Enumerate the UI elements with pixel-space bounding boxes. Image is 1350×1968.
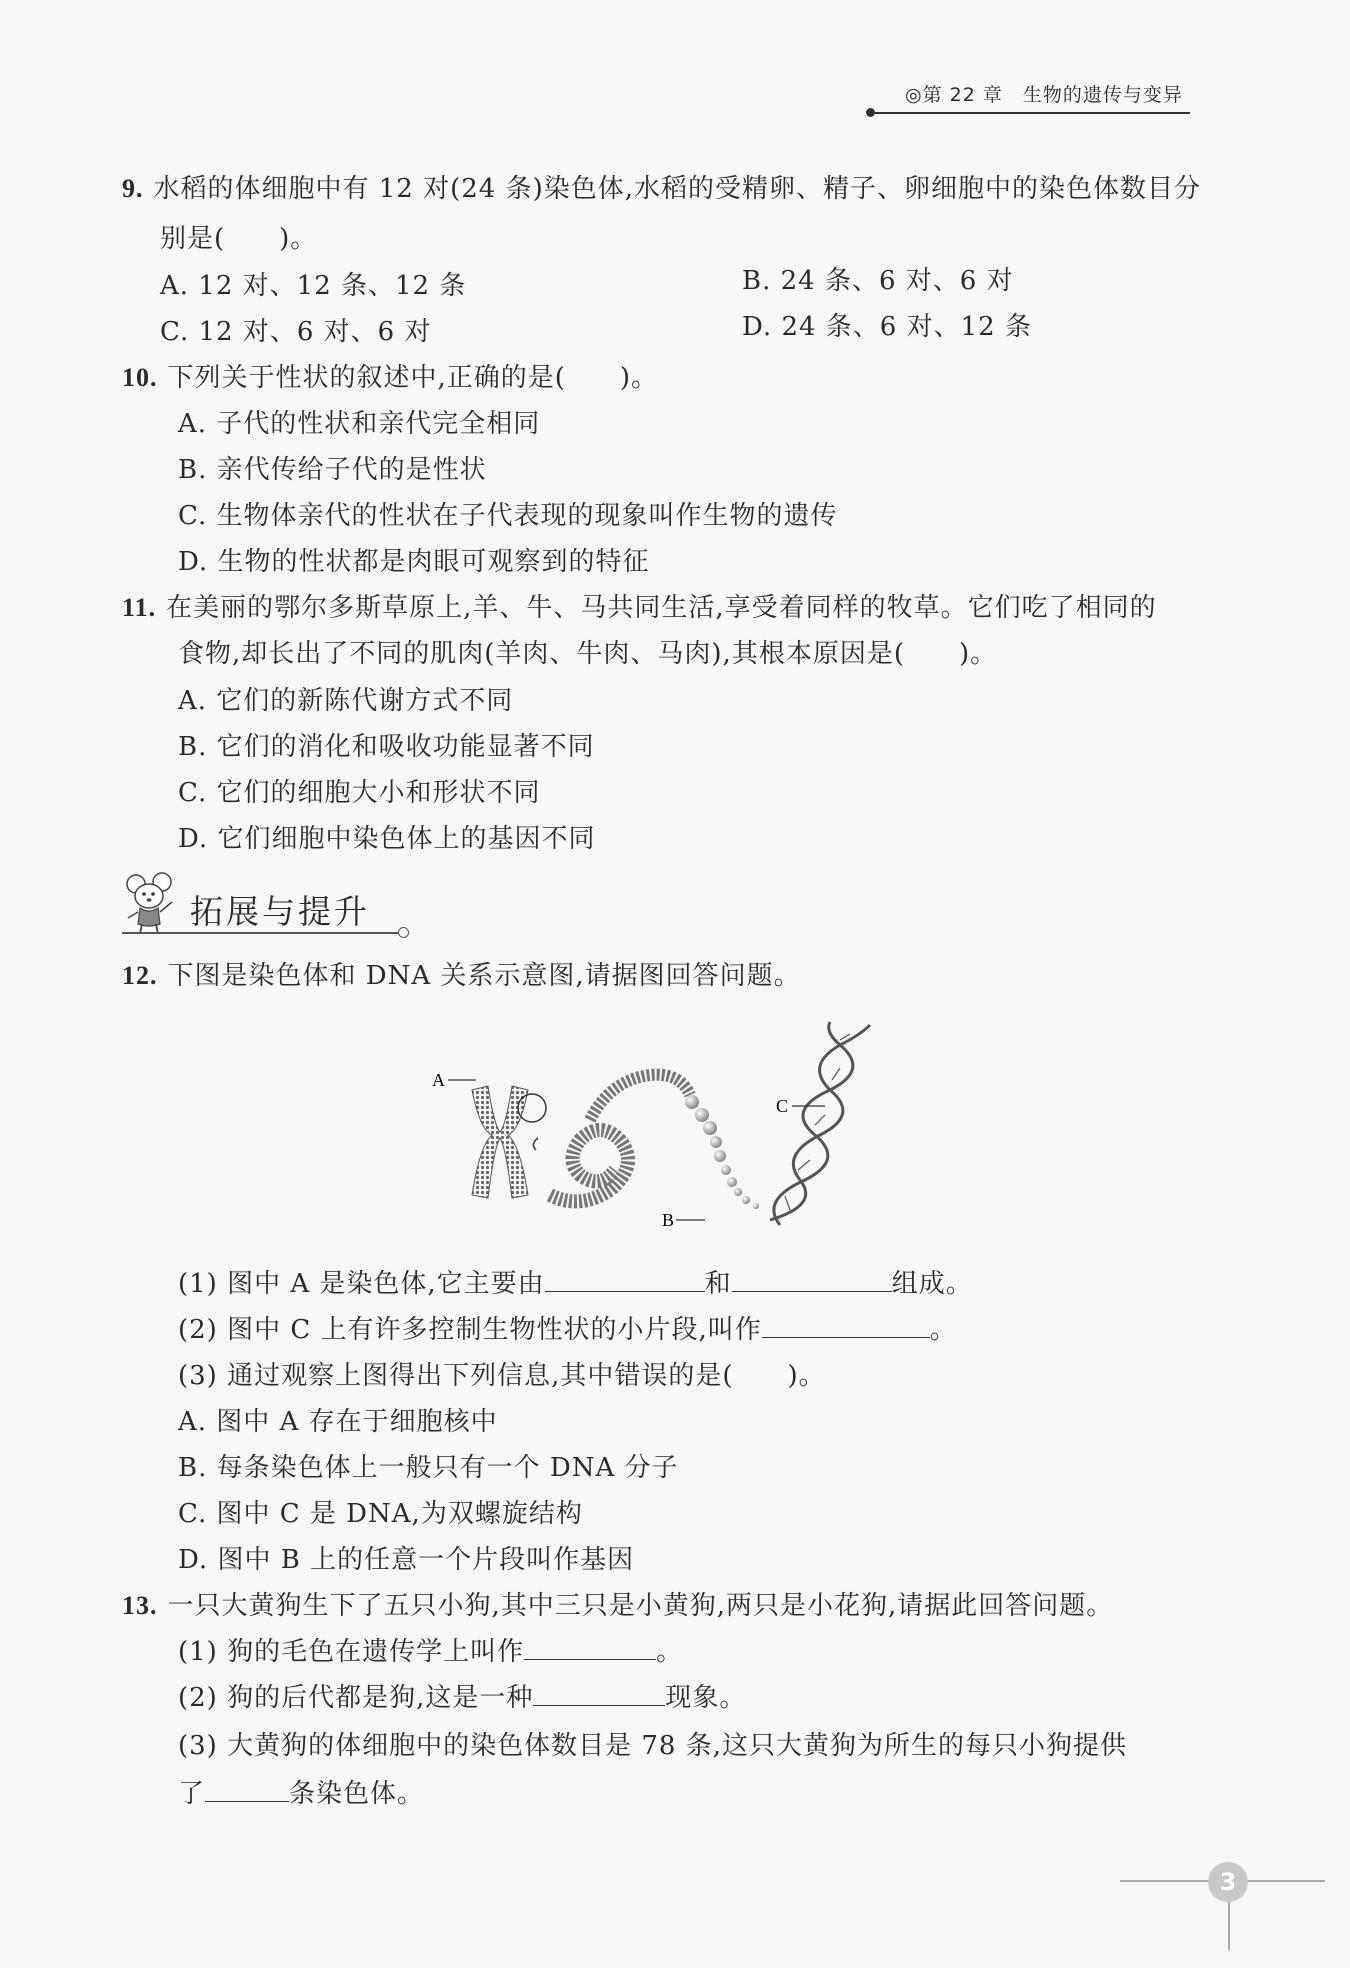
q13-part3-text-a: 了 <box>178 1779 206 1809</box>
q13-part2-text-b: 现象。 <box>665 1683 747 1713</box>
q12-part1-text-b: 和 <box>704 1269 732 1299</box>
q13-stem-text: 一只大黄狗生下了五只小狗,其中三只是小黄狗,两只是小花狗,请据此回答问题。 <box>167 1591 1114 1621</box>
q13-part1 <box>178 1631 683 1668</box>
q11-stem-line2: 食物,却长出了不同的肌肉(羊肉、牛肉、马肉),其根本原因是( )。 <box>178 639 998 669</box>
q13-part1-text-a: (1) 狗的毛色在遗传学上叫作 <box>178 1637 525 1667</box>
q12-part3: (3) 通过观察上图得出下列信息,其中错误的是( )。 <box>178 1361 826 1391</box>
q11-stem-line1 <box>122 587 1157 624</box>
q13-part1-blank[interactable] <box>524 1637 656 1660</box>
q9-stem-line2: 别是( )。 <box>160 224 318 254</box>
q9-stem-text1: 水稻的体细胞中有 12 对(24 条)染色体,水稻的受精卵、精子、卵细胞中的染色体数目分 <box>153 174 1202 204</box>
q11-stem-text1: 在美丽的鄂尔多斯草原上,羊、牛、马共同生活,享受着同样的牧草。它们吃了相同的 <box>166 593 1157 623</box>
q13-part2 <box>178 1677 746 1714</box>
q12-option-c: C. 图中 C 是 DNA,为双螺旋结构 <box>178 1499 583 1529</box>
footer-vertical-rule <box>1228 1900 1230 1950</box>
q10-option-c: C. 生物体亲代的性状在子代表现的现象叫作生物的遗传 <box>178 501 838 531</box>
q12-part1-blank-1[interactable] <box>545 1269 705 1292</box>
q13-part1-text-b: 。 <box>656 1637 684 1667</box>
q12-part2 <box>178 1309 957 1346</box>
q9-option-c: C. 12 对、6 对、6 对 <box>160 317 432 347</box>
q12-option-a: A. 图中 A 存在于细胞核中 <box>178 1407 498 1437</box>
section-rule-end <box>398 927 409 938</box>
q11-number: 11. <box>122 593 157 622</box>
q12-option-b: B. 每条染色体上一般只有一个 DNA 分子 <box>178 1453 679 1483</box>
q10-stem-line <box>122 357 658 394</box>
dna-double-helix <box>770 1022 870 1225</box>
q13-number: 13. <box>122 1591 158 1620</box>
q10-option-a: A. 子代的性状和亲代完全相同 <box>178 409 541 439</box>
figure-drawing <box>430 1020 910 1240</box>
q10-option-d: D. 生物的性状都是肉眼可观察到的特征 <box>178 547 650 577</box>
q12-part1-text-a: (1) 图中 A 是染色体,它主要由 <box>178 1269 545 1299</box>
q13-stem-line <box>122 1585 1113 1622</box>
q12-stem-text: 下图是染色体和 DNA 关系示意图,请据图回答问题。 <box>167 961 801 991</box>
q11-option-c: C. 它们的细胞大小和形状不同 <box>178 778 541 808</box>
chromosome-shape <box>472 1086 546 1198</box>
figure-label-b: B <box>662 1210 675 1230</box>
q12-option-d: D. 图中 B 上的任意一个片段叫作基因 <box>178 1545 635 1575</box>
header-rule <box>870 112 1190 114</box>
q9-option-a: A. 12 对、12 条、12 条 <box>160 271 467 301</box>
q13-part3-line2 <box>178 1773 424 1810</box>
q11-option-d: D. 它们细胞中染色体上的基因不同 <box>178 824 596 854</box>
q13-part2-blank[interactable] <box>533 1683 665 1706</box>
q9-option-b: B. 24 条、6 对、6 对 <box>742 266 1014 296</box>
section-rule <box>122 932 402 934</box>
nucleosome-beads <box>685 1095 759 1209</box>
q11-option-b: B. 它们的消化和吸收功能显著不同 <box>178 732 595 762</box>
q10-stem-text: 下列关于性状的叙述中,正确的是( )。 <box>167 363 659 393</box>
q12-part2-text-a: (2) 图中 C 上有许多控制生物性状的小片段,叫作 <box>178 1315 762 1345</box>
q12-part2-blank[interactable] <box>762 1315 930 1338</box>
q13-part2-text-a: (2) 狗的后代都是狗,这是一种 <box>178 1683 534 1713</box>
figure-label-c: C <box>776 1096 789 1116</box>
figure-label-a: A <box>432 1070 445 1090</box>
mouse-mascot-icon <box>122 872 182 938</box>
q9-stem-line1 <box>122 168 1201 205</box>
q9-number: 9. <box>122 174 144 203</box>
chapter-header: ◎第 22 章 生物的遗传与变异 <box>905 84 1183 106</box>
q12-part1-blank-2[interactable] <box>732 1269 892 1292</box>
q13-part3-blank[interactable] <box>205 1779 289 1802</box>
q12-number: 12. <box>122 961 158 990</box>
chromatin-coil <box>550 1075 690 1202</box>
q10-option-b: B. 亲代传给子代的是性状 <box>178 455 487 485</box>
q12-part2-text-b: 。 <box>929 1315 957 1345</box>
q13-part3-line1: (3) 大黄狗的体细胞中的染色体数目是 78 条,这只大黄狗为所生的每只小狗提供 <box>178 1731 1127 1761</box>
q12-part1-text-c: 组成。 <box>891 1269 973 1299</box>
chromosome-dna-figure <box>430 1020 910 1240</box>
q13-part3-text-b: 条染色体。 <box>289 1779 425 1809</box>
q11-option-a: A. 它们的新陈代谢方式不同 <box>178 686 514 716</box>
q12-stem-line <box>122 955 801 992</box>
q9-option-d: D. 24 条、6 对、12 条 <box>742 312 1032 342</box>
section-title: 拓展与提升 <box>190 892 370 931</box>
section-heading <box>122 872 422 942</box>
page-number-badge: 3 <box>1208 1862 1248 1902</box>
q10-number: 10. <box>122 363 158 392</box>
q12-part1 <box>178 1263 973 1300</box>
